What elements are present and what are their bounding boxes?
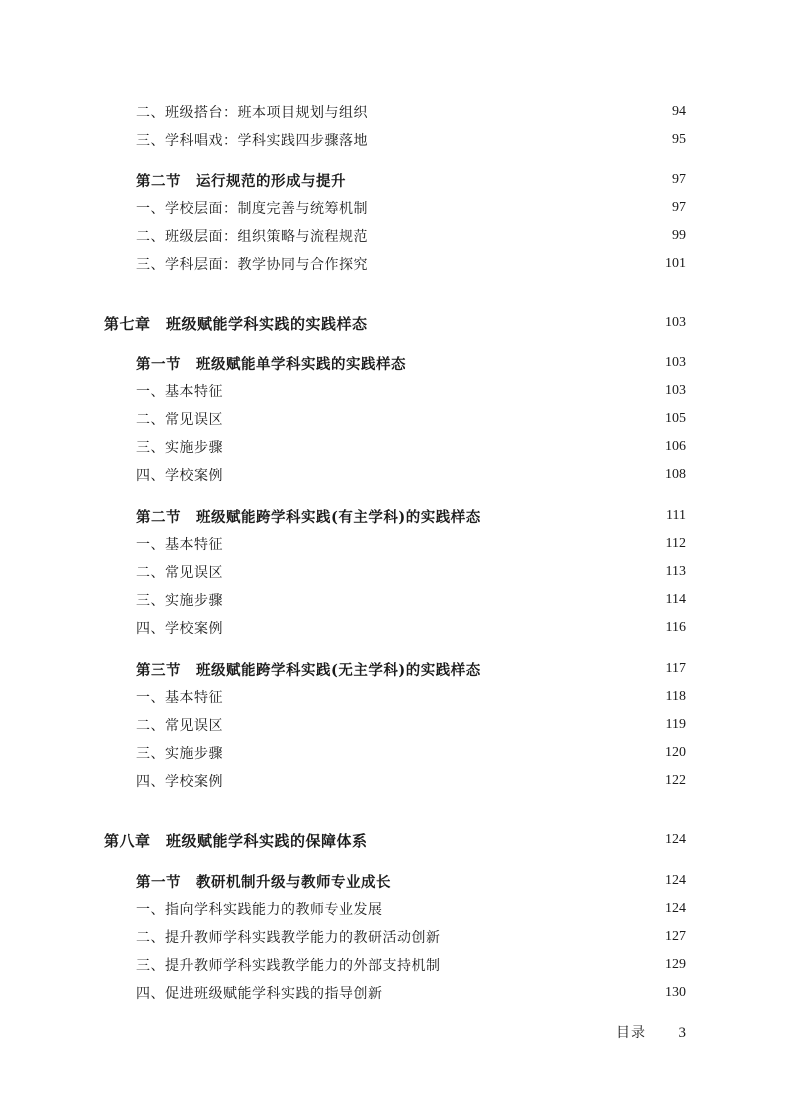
toc-entry-page-number: 113 [665, 564, 686, 579]
toc-section-row[interactable] [0, 504, 790, 528]
toc-item-row[interactable] [0, 532, 790, 556]
toc-entry-page-number: 97 [672, 200, 686, 215]
toc-section-row[interactable] [0, 168, 790, 192]
toc-entry-title: 三、学科层面：教学协同与合作探究 [136, 257, 368, 273]
toc-entry-page-number: 122 [665, 773, 686, 788]
toc-entry-title: 第一节 班级赋能单学科实践的实践样态 [136, 355, 406, 373]
toc-entry-page-number: 118 [665, 689, 686, 704]
toc-entry-title: 一、基本特征 [136, 384, 223, 400]
toc-entry-title: 一、基本特征 [136, 690, 223, 706]
toc-item-row[interactable] [0, 407, 790, 431]
toc-item-row[interactable] [0, 741, 790, 765]
toc-entry-page-number: 119 [665, 717, 686, 732]
toc-entry-title: 二、提升教师学科实践教学能力的教研活动创新 [136, 930, 441, 946]
toc-entry-title: 三、实施步骤 [136, 746, 223, 762]
footer-label: 目录 [616, 1025, 647, 1041]
toc-entry-title: 第二节 班级赋能跨学科实践(有主学科)的实践样态 [136, 508, 481, 526]
toc-entry-title: 三、实施步骤 [136, 440, 223, 456]
toc-entry-page-number: 124 [665, 832, 686, 847]
toc-entry-title: 三、实施步骤 [136, 593, 223, 609]
toc-entry-page-number: 124 [665, 901, 686, 916]
toc-entry-page-number: 103 [665, 315, 686, 330]
footer-page-number: 3 [678, 1025, 686, 1041]
toc-item-row[interactable] [0, 463, 790, 487]
toc-item-row[interactable] [0, 897, 790, 921]
toc-entry-title: 第七章 班级赋能学科实践的实践样态 [104, 314, 368, 333]
toc-chapter-row[interactable] [0, 828, 790, 852]
toc-entry-title: 二、班级层面：组织策略与流程规范 [136, 229, 368, 245]
toc-entry-page-number: 103 [665, 355, 686, 370]
toc-chapter-row[interactable] [0, 311, 790, 335]
toc-entry-page-number: 129 [665, 957, 686, 972]
toc-entry-page-number: 106 [665, 439, 686, 454]
toc-item-row[interactable] [0, 560, 790, 584]
toc-entry-page-number: 95 [672, 132, 686, 147]
toc-entry-title: 三、提升教师学科实践教学能力的外部支持机制 [136, 958, 441, 974]
toc-item-row[interactable] [0, 953, 790, 977]
toc-item-row[interactable] [0, 925, 790, 949]
toc-item-row[interactable] [0, 252, 790, 276]
toc-item-row[interactable] [0, 196, 790, 220]
toc-section-row[interactable] [0, 869, 790, 893]
toc-entry-page-number: 99 [672, 228, 686, 243]
toc-item-row[interactable] [0, 100, 790, 124]
toc-entry-page-number: 130 [665, 985, 686, 1000]
toc-entry-title: 一、学校层面：制度完善与统筹机制 [136, 201, 368, 217]
toc-entry-page-number: 124 [665, 873, 686, 888]
toc-entry-title: 二、常见误区 [136, 565, 223, 581]
toc-item-row[interactable] [0, 224, 790, 248]
toc-entry-title: 一、指向学科实践能力的教师专业发展 [136, 902, 383, 918]
toc-entry-title: 四、促进班级赋能学科实践的指导创新 [136, 986, 383, 1002]
toc-entry-title: 第八章 班级赋能学科实践的保障体系 [104, 831, 368, 850]
toc-entry-page-number: 108 [665, 467, 686, 482]
toc-item-row[interactable] [0, 128, 790, 152]
toc-entry-title: 三、学科唱戏：学科实践四步骤落地 [136, 133, 368, 149]
toc-section-row[interactable] [0, 351, 790, 375]
toc-entry-title: 二、常见误区 [136, 718, 223, 734]
toc-entry-page-number: 117 [665, 661, 686, 676]
toc-item-row[interactable] [0, 713, 790, 737]
toc-entry-page-number: 120 [665, 745, 686, 760]
toc-entry-page-number: 114 [665, 592, 686, 607]
toc-entry-title: 四、学校案例 [136, 468, 223, 484]
toc-item-row[interactable] [0, 616, 790, 640]
toc-entry-title: 二、班级搭台：班本项目规划与组织 [136, 105, 368, 121]
toc-entry-title: 一、基本特征 [136, 537, 223, 553]
toc-entry-page-number: 111 [666, 508, 686, 523]
toc-section-row[interactable] [0, 657, 790, 681]
toc-item-row[interactable] [0, 379, 790, 403]
toc-entry-title: 四、学校案例 [136, 621, 223, 637]
toc-entry-page-number: 94 [672, 104, 686, 119]
toc-item-row[interactable] [0, 981, 790, 1005]
toc-entry-page-number: 116 [665, 620, 686, 635]
toc-entry-title: 二、常见误区 [136, 412, 223, 428]
toc-item-row[interactable] [0, 685, 790, 709]
toc-item-row[interactable] [0, 435, 790, 459]
page-footer [616, 1022, 686, 1042]
toc-entry-title: 第一节 教研机制升级与教师专业成长 [136, 873, 391, 891]
toc-entry-title: 第二节 运行规范的形成与提升 [136, 172, 346, 190]
toc-entry-title: 第三节 班级赋能跨学科实践(无主学科)的实践样态 [136, 661, 481, 679]
toc-entry-page-number: 101 [665, 256, 686, 271]
toc-entry-page-number: 105 [665, 411, 686, 426]
toc-entry-page-number: 97 [672, 172, 686, 187]
toc-entry-page-number: 103 [665, 383, 686, 398]
toc-entry-title: 四、学校案例 [136, 774, 223, 790]
toc-entry-page-number: 127 [665, 929, 686, 944]
toc-item-row[interactable] [0, 588, 790, 612]
toc-item-row[interactable] [0, 769, 790, 793]
toc-entry-page-number: 112 [665, 536, 686, 551]
